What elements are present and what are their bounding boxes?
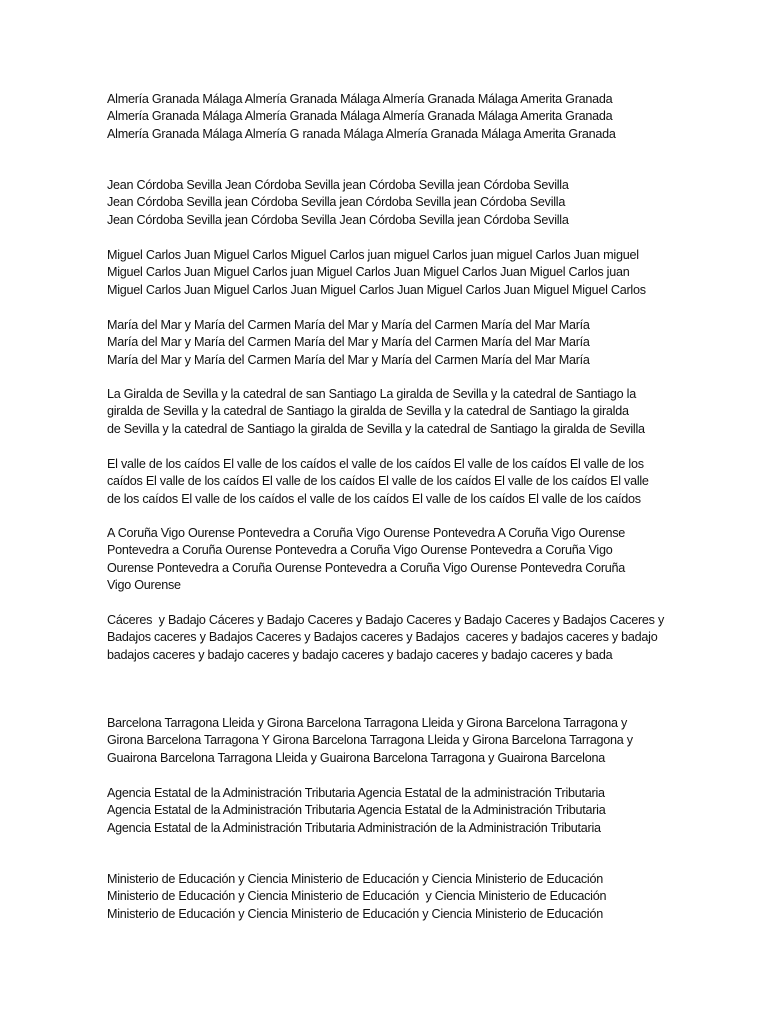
paragraph-maria	[107, 317, 590, 369]
text-line: Miguel Carlos Juan Miguel Carlos Juan Miguel Carlos Juan Miguel Carlos Juan Miguel Miguel Carlos	[107, 282, 646, 297]
text-line: Girona Barcelona Tarragona Y Girona Barcelona Tarragona Lleida y Girona Barcelona Tarragona y	[107, 733, 633, 748]
paragraph-cordoba-sevilla	[107, 177, 569, 229]
text-line: Agencia Estatal de la Administración Tributaria Agencia Estatal de la Administración Tributaria	[107, 803, 606, 818]
text-line: de los caídos El valle de los caídos el valle de los caídos El valle de los caídos El valle de los caídos	[107, 491, 641, 506]
text-line: El valle de los caídos El valle de los caídos el valle de los caídos El valle de los caídos El valle de los	[107, 457, 644, 471]
text-line: caídos El valle de los caídos El valle de los caídos El valle de los caídos El valle de los caídos El valle	[107, 474, 649, 489]
text-line: Miguel Carlos Juan Miguel Carlos Miguel Carlos juan miguel Carlos juan miguel Carlos Juan miguel	[107, 248, 639, 262]
text-line: badajos caceres y badajo caceres y badajo caceres y badajo caceres y badajo caceres y bada	[107, 647, 613, 662]
text-line: Agencia Estatal de la Administración Tributaria Agencia Estatal de la administración Tributaria	[107, 786, 605, 800]
paragraph-ministerio	[107, 871, 606, 923]
paragraph-agencia-tributaria	[107, 785, 605, 837]
paragraph-extremadura	[107, 612, 664, 664]
text-line: Badajos caceres y Badajos Caceres y Badajos caceres y Badajos caceres y badajos caceres y badajo	[107, 630, 658, 645]
paragraph-andalusian-cities	[107, 91, 616, 143]
text-line: La Giralda de Sevilla y la catedral de san Santiago La giralda de Sevilla y la catedral de Santiago la	[107, 387, 636, 401]
text-line: Pontevedra a Coruña Ourense Pontevedra a Coruña Vigo Ourense Pontevedra a Coruña Vigo	[107, 543, 613, 558]
text-line: Jean Córdoba Sevilla jean Córdoba Sevilla jean Córdoba Sevilla jean Córdoba Sevilla	[107, 195, 566, 210]
text-line: María del Mar y María del Carmen María del Mar y María del Carmen María del Mar María	[107, 335, 590, 350]
text-line: Almería Granada Málaga Almería G ranada Málaga Almería Granada Málaga Amerita Granada	[107, 126, 616, 141]
paragraph-valle	[107, 456, 649, 508]
text-line: de Sevilla y la catedral de Santiago la giralda de Sevilla y la catedral de Santiago la giralda de Sevilla	[107, 421, 645, 436]
text-line: María del Mar y María del Carmen María del Mar y María del Carmen María del Mar María	[107, 352, 590, 367]
text-line: A Coruña Vigo Ourense Pontevedra a Coruña Vigo Ourense Pontevedra A Coruña Vigo Ourense	[107, 526, 626, 540]
text-line: Ourense Pontevedra a Coruña Ourense Pontevedra a Coruña Vigo Ourense Pontevedra Coruña	[107, 560, 626, 575]
text-line: Barcelona Tarragona Lleida y Girona Barcelona Tarragona Lleida y Girona Barcelona Tarragona y	[107, 716, 628, 730]
text-line: Vigo Ourense	[107, 578, 181, 593]
text-line: Ministerio de Educación y Ciencia Ministerio de Educación y Ciencia Ministerio de Educación	[107, 906, 603, 921]
text-line: giralda de Sevilla y la catedral de Santiago la giralda de Sevilla y la catedral de Santiago la giralda	[107, 404, 629, 419]
text-line: Ministerio de Educación y Ciencia Ministerio de Educación y Ciencia Ministerio de Educación	[107, 889, 607, 904]
text-line: Agencia Estatal de la Administración Tributaria Administración de la Administración Tributaria	[107, 820, 601, 835]
text-line: María del Mar y María del Carmen María del Mar y María del Carmen María del Mar María	[107, 318, 590, 332]
text-line: Jean Córdoba Sevilla jean Córdoba Sevilla Jean Córdoba Sevilla jean Córdoba Sevilla	[107, 212, 569, 227]
paragraph-giralda	[107, 386, 645, 438]
paragraph-cataluna	[107, 715, 633, 767]
text-line: Almería Granada Málaga Almería Granada Málaga Almería Granada Málaga Amerita Granada	[107, 92, 613, 106]
text-line: Ministerio de Educación y Ciencia Ministerio de Educación y Ciencia Ministerio de Educación	[107, 872, 603, 886]
text-line: Guairona Barcelona Tarragona Lleida y Guairona Barcelona Tarragona y Guairona Barcelona	[107, 750, 605, 765]
paragraph-names	[107, 247, 646, 299]
text-line: Jean Córdoba Sevilla Jean Córdoba Sevilla jean Córdoba Sevilla jean Córdoba Sevilla	[107, 178, 569, 192]
paragraph-galicia	[107, 525, 625, 595]
text-line: Almería Granada Málaga Almería Granada Málaga Almería Granada Málaga Amerita Granada	[107, 109, 613, 124]
text-line: Cáceres y Badajo Cáceres y Badajo Caceres y Badajo Caceres y Badajo Caceres y Badajos Caceres y	[107, 613, 664, 627]
text-line: Miguel Carlos Juan Miguel Carlos juan Miguel Carlos Juan Miguel Carlos Juan Miguel Carlos juan	[107, 265, 630, 280]
